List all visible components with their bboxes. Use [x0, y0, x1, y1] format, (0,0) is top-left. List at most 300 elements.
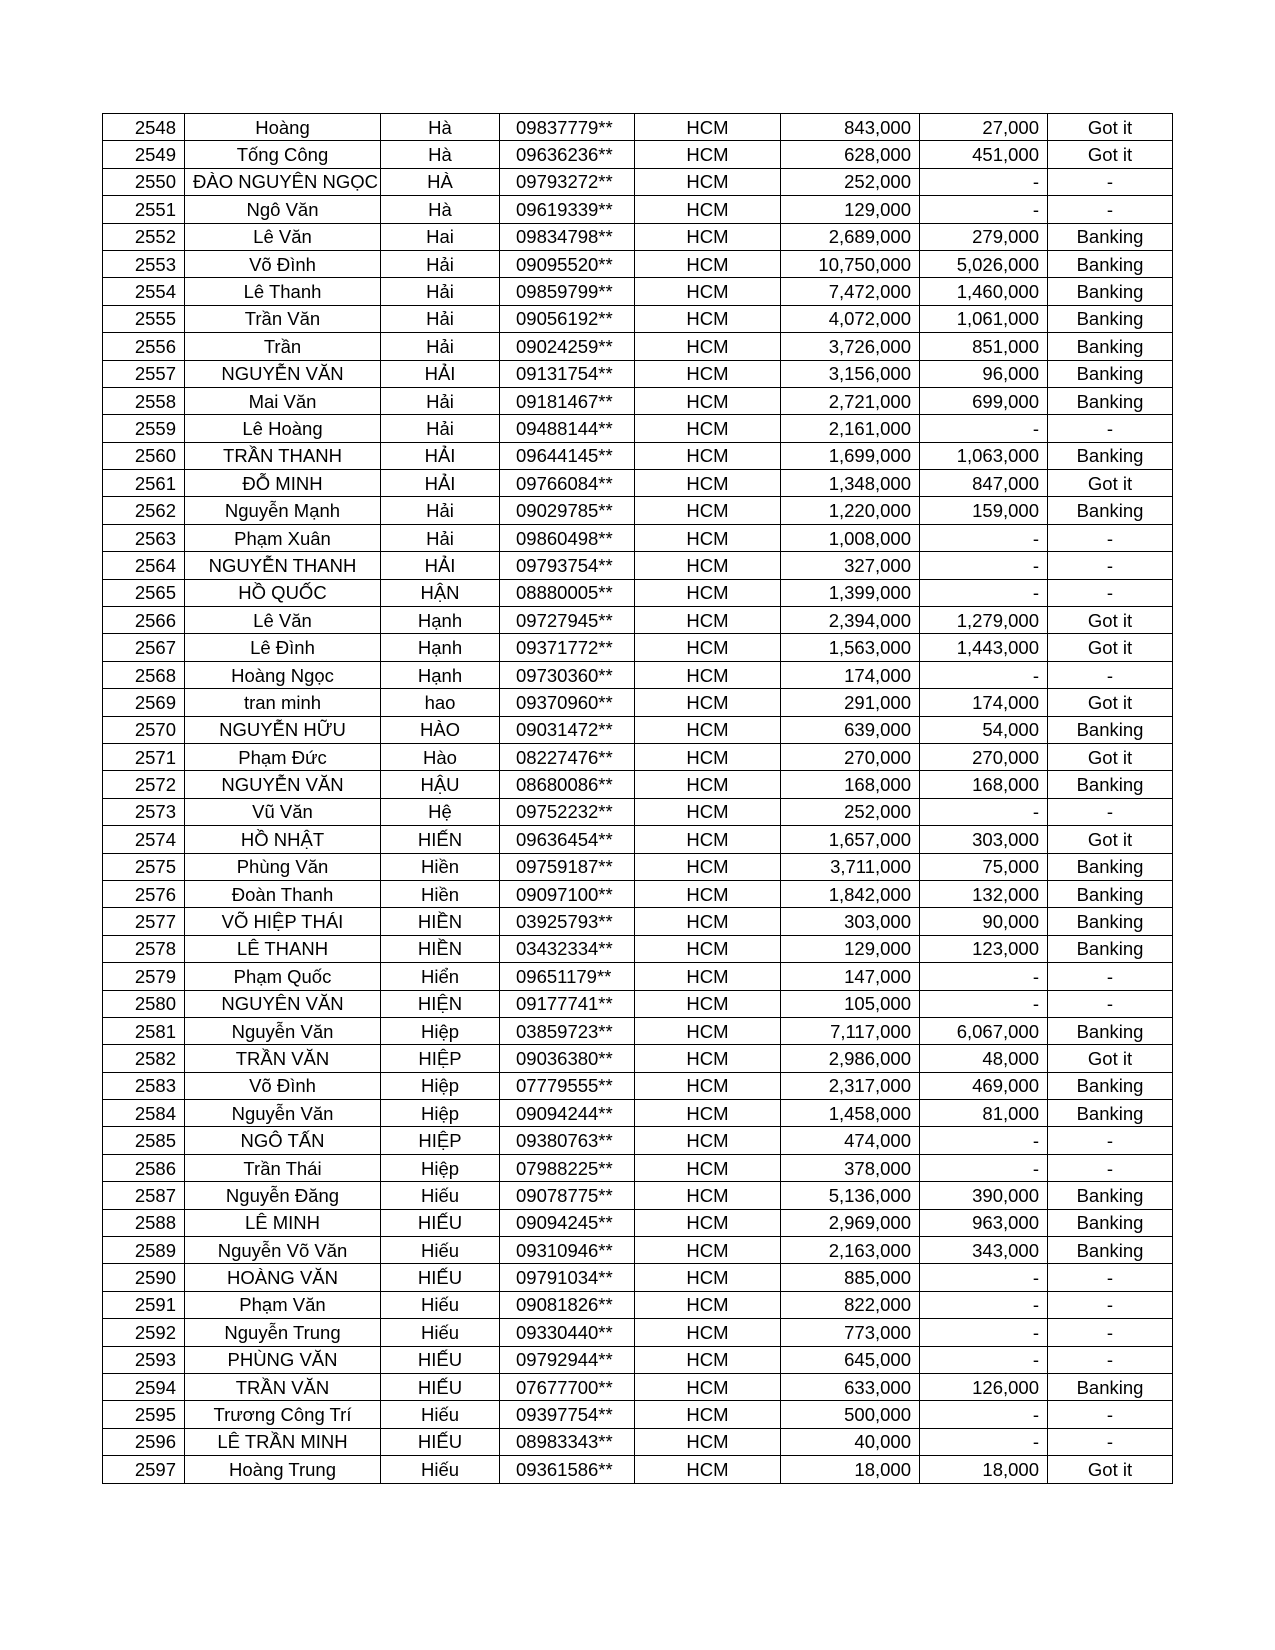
amount-cell: 7,472,000 — [781, 278, 920, 305]
payment-status-cell: Banking — [1048, 853, 1173, 880]
row-number-cell: 2569 — [103, 689, 185, 716]
paid-amount-cell: 1,279,000 — [920, 607, 1048, 634]
first-name-cell: HẢI — [381, 552, 500, 579]
first-name-cell: Hiền — [381, 853, 500, 880]
amount-cell: 2,394,000 — [781, 607, 920, 634]
amount-cell: 1,399,000 — [781, 579, 920, 606]
row-number-cell: 2576 — [103, 880, 185, 907]
last-name-cell: Phạm Đức — [185, 743, 381, 770]
region-cell: HCM — [635, 250, 781, 277]
paid-amount-cell: - — [920, 1428, 1048, 1455]
row-number-cell: 2578 — [103, 935, 185, 962]
row-number-cell: 2560 — [103, 442, 185, 469]
region-cell: HCM — [635, 579, 781, 606]
last-name-cell: Đoàn Thanh — [185, 880, 381, 907]
phone-cell: 09081826** — [500, 1291, 635, 1318]
table-row — [103, 1264, 1173, 1291]
table-row — [103, 1428, 1173, 1455]
row-number-cell: 2591 — [103, 1291, 185, 1318]
row-number-cell: 2573 — [103, 798, 185, 825]
payment-status-cell: - — [1048, 168, 1173, 195]
paid-amount-cell: 159,000 — [920, 497, 1048, 524]
phone-cell: 09766084** — [500, 470, 635, 497]
first-name-cell: Hiền — [381, 880, 500, 907]
phone-cell: 09730360** — [500, 661, 635, 688]
last-name-cell: Nguyễn Võ Văn — [185, 1237, 381, 1264]
table-row — [103, 826, 1173, 853]
amount-cell: 252,000 — [781, 798, 920, 825]
row-number-cell: 2551 — [103, 196, 185, 223]
table-row — [103, 908, 1173, 935]
paid-amount-cell: - — [920, 1291, 1048, 1318]
payment-status-cell: - — [1048, 552, 1173, 579]
first-name-cell: Hiếu — [381, 1319, 500, 1346]
phone-cell: 09860498** — [500, 524, 635, 551]
payment-status-cell: - — [1048, 196, 1173, 223]
phone-cell: 09752232** — [500, 798, 635, 825]
payment-status-cell: - — [1048, 1401, 1173, 1428]
paid-amount-cell: 96,000 — [920, 360, 1048, 387]
table-row — [103, 1127, 1173, 1154]
last-name-cell: Trần Thái — [185, 1154, 381, 1181]
phone-cell: 09636236** — [500, 141, 635, 168]
last-name-cell: Lê Văn — [185, 223, 381, 250]
first-name-cell: Hải — [381, 278, 500, 305]
payment-status-cell: Banking — [1048, 1209, 1173, 1236]
payment-status-cell: Banking — [1048, 771, 1173, 798]
last-name-cell: Phùng Văn — [185, 853, 381, 880]
first-name-cell: HIỆP — [381, 1045, 500, 1072]
payment-status-cell: Banking — [1048, 442, 1173, 469]
row-number-cell: 2574 — [103, 826, 185, 853]
paid-amount-cell: - — [920, 415, 1048, 442]
first-name-cell: HÀ — [381, 168, 500, 195]
region-cell: HCM — [635, 278, 781, 305]
paid-amount-cell: 123,000 — [920, 935, 1048, 962]
table-row — [103, 771, 1173, 798]
amount-cell: 628,000 — [781, 141, 920, 168]
first-name-cell: HẬU — [381, 771, 500, 798]
amount-cell: 291,000 — [781, 689, 920, 716]
first-name-cell: HIẾN — [381, 826, 500, 853]
last-name-cell: Phạm Quốc — [185, 963, 381, 990]
paid-amount-cell: - — [920, 661, 1048, 688]
last-name-cell: LÊ THANH — [185, 935, 381, 962]
region-cell: HCM — [635, 661, 781, 688]
phone-cell: 09371772** — [500, 634, 635, 661]
last-name-cell: VÕ HIỆP THÁI — [185, 908, 381, 935]
row-number-cell: 2557 — [103, 360, 185, 387]
last-name-cell: Hoàng Ngọc — [185, 661, 381, 688]
phone-cell: 09859799** — [500, 278, 635, 305]
last-name-cell: Võ Đình — [185, 1072, 381, 1099]
first-name-cell: HIẾU — [381, 1373, 500, 1400]
paid-amount-cell: 270,000 — [920, 743, 1048, 770]
first-name-cell: Hiếu — [381, 1456, 500, 1483]
paid-amount-cell: - — [920, 552, 1048, 579]
phone-cell: 09651179** — [500, 963, 635, 990]
first-name-cell: Hải — [381, 333, 500, 360]
payment-status-cell: Banking — [1048, 223, 1173, 250]
table-row — [103, 634, 1173, 661]
last-name-cell: HỒ QUỐC — [185, 579, 381, 606]
paid-amount-cell: - — [920, 990, 1048, 1017]
amount-cell: 2,986,000 — [781, 1045, 920, 1072]
region-cell: HCM — [635, 1045, 781, 1072]
amount-cell: 500,000 — [781, 1401, 920, 1428]
row-number-cell: 2558 — [103, 387, 185, 414]
paid-amount-cell: - — [920, 1264, 1048, 1291]
paid-amount-cell: 1,443,000 — [920, 634, 1048, 661]
region-cell: HCM — [635, 798, 781, 825]
paid-amount-cell: 126,000 — [920, 1373, 1048, 1400]
table-body — [103, 114, 1173, 1484]
payment-status-cell: Banking — [1048, 305, 1173, 332]
row-number-cell: 2567 — [103, 634, 185, 661]
amount-cell: 147,000 — [781, 963, 920, 990]
amount-cell: 822,000 — [781, 1291, 920, 1318]
phone-cell: 09793272** — [500, 168, 635, 195]
payment-status-cell: - — [1048, 1127, 1173, 1154]
first-name-cell: HIỀN — [381, 908, 500, 935]
region-cell: HCM — [635, 1401, 781, 1428]
last-name-cell: LÊ MINH — [185, 1209, 381, 1236]
first-name-cell: Hiếu — [381, 1401, 500, 1428]
first-name-cell: Hiếu — [381, 1237, 500, 1264]
table-row — [103, 1209, 1173, 1236]
region-cell: HCM — [635, 223, 781, 250]
region-cell: HCM — [635, 634, 781, 661]
last-name-cell: NGUYỄN VĂN — [185, 360, 381, 387]
table-row — [103, 360, 1173, 387]
amount-cell: 1,008,000 — [781, 524, 920, 551]
first-name-cell: Hải — [381, 305, 500, 332]
region-cell: HCM — [635, 497, 781, 524]
table-row — [103, 278, 1173, 305]
first-name-cell: Hải — [381, 415, 500, 442]
phone-cell: 09644145** — [500, 442, 635, 469]
last-name-cell: Phạm Văn — [185, 1291, 381, 1318]
row-number-cell: 2593 — [103, 1346, 185, 1373]
table-row — [103, 141, 1173, 168]
paid-amount-cell: 48,000 — [920, 1045, 1048, 1072]
first-name-cell: Hạnh — [381, 661, 500, 688]
payment-status-cell: Banking — [1048, 250, 1173, 277]
table-row — [103, 470, 1173, 497]
table-row — [103, 250, 1173, 277]
phone-cell: 09094245** — [500, 1209, 635, 1236]
amount-cell: 2,317,000 — [781, 1072, 920, 1099]
last-name-cell: Trần Văn — [185, 305, 381, 332]
table-row — [103, 1373, 1173, 1400]
first-name-cell: HIẾU — [381, 1264, 500, 1291]
row-number-cell: 2584 — [103, 1100, 185, 1127]
last-name-cell: Vũ Văn — [185, 798, 381, 825]
table-row — [103, 223, 1173, 250]
row-number-cell: 2555 — [103, 305, 185, 332]
last-name-cell: TRẦN VĂN — [185, 1373, 381, 1400]
last-name-cell: Ngô Văn — [185, 196, 381, 223]
first-name-cell: HẢI — [381, 470, 500, 497]
last-name-cell: Trương Công Trí — [185, 1401, 381, 1428]
payment-status-cell: Banking — [1048, 908, 1173, 935]
phone-cell: 03432334** — [500, 935, 635, 962]
row-number-cell: 2582 — [103, 1045, 185, 1072]
paid-amount-cell: 132,000 — [920, 880, 1048, 907]
row-number-cell: 2566 — [103, 607, 185, 634]
amount-cell: 4,072,000 — [781, 305, 920, 332]
region-cell: HCM — [635, 689, 781, 716]
last-name-cell: HỒ NHẬT — [185, 826, 381, 853]
payment-status-cell: - — [1048, 990, 1173, 1017]
amount-cell: 5,136,000 — [781, 1182, 920, 1209]
table-row — [103, 196, 1173, 223]
amount-cell: 168,000 — [781, 771, 920, 798]
payment-status-cell: - — [1048, 1264, 1173, 1291]
row-number-cell: 2568 — [103, 661, 185, 688]
region-cell: HCM — [635, 1127, 781, 1154]
first-name-cell: Hệ — [381, 798, 500, 825]
phone-cell: 09397754** — [500, 1401, 635, 1428]
paid-amount-cell: - — [920, 1401, 1048, 1428]
region-cell: HCM — [635, 716, 781, 743]
region-cell: HCM — [635, 935, 781, 962]
row-number-cell: 2552 — [103, 223, 185, 250]
row-number-cell: 2563 — [103, 524, 185, 551]
row-number-cell: 2550 — [103, 168, 185, 195]
paid-amount-cell: 5,026,000 — [920, 250, 1048, 277]
first-name-cell: Hạnh — [381, 634, 500, 661]
last-name-cell: Võ Đình — [185, 250, 381, 277]
first-name-cell: hao — [381, 689, 500, 716]
first-name-cell: HIỆP — [381, 1127, 500, 1154]
table-row — [103, 1456, 1173, 1483]
last-name-cell: Tống Công — [185, 141, 381, 168]
row-number-cell: 2587 — [103, 1182, 185, 1209]
row-number-cell: 2581 — [103, 1017, 185, 1044]
amount-cell: 1,842,000 — [781, 880, 920, 907]
amount-cell: 1,220,000 — [781, 497, 920, 524]
amount-cell: 1,458,000 — [781, 1100, 920, 1127]
payment-status-cell: Banking — [1048, 716, 1173, 743]
amount-cell: 645,000 — [781, 1346, 920, 1373]
region-cell: HCM — [635, 1456, 781, 1483]
row-number-cell: 2559 — [103, 415, 185, 442]
last-name-cell: ĐÀO NGUYÊN NGỌC — [185, 168, 381, 195]
phone-cell: 09619339** — [500, 196, 635, 223]
payment-status-cell: Got it — [1048, 141, 1173, 168]
region-cell: HCM — [635, 1373, 781, 1400]
paid-amount-cell: 81,000 — [920, 1100, 1048, 1127]
payment-status-cell: - — [1048, 1291, 1173, 1318]
phone-cell: 09791034** — [500, 1264, 635, 1291]
phone-cell: 09094244** — [500, 1100, 635, 1127]
payment-status-cell: - — [1048, 1346, 1173, 1373]
table-row — [103, 1072, 1173, 1099]
phone-cell: 08680086** — [500, 771, 635, 798]
amount-cell: 303,000 — [781, 908, 920, 935]
table-row — [103, 798, 1173, 825]
payment-status-cell: Got it — [1048, 607, 1173, 634]
paid-amount-cell: - — [920, 1154, 1048, 1181]
table-row — [103, 1182, 1173, 1209]
paid-amount-cell: 699,000 — [920, 387, 1048, 414]
table-row — [103, 689, 1173, 716]
row-number-cell: 2594 — [103, 1373, 185, 1400]
payment-status-cell: Got it — [1048, 470, 1173, 497]
first-name-cell: Hiệp — [381, 1154, 500, 1181]
payment-status-cell: - — [1048, 415, 1173, 442]
payment-status-cell: - — [1048, 798, 1173, 825]
amount-cell: 3,156,000 — [781, 360, 920, 387]
paid-amount-cell: 75,000 — [920, 853, 1048, 880]
last-name-cell: Lê Thanh — [185, 278, 381, 305]
last-name-cell: TRẦN VĂN — [185, 1045, 381, 1072]
first-name-cell: Hải — [381, 387, 500, 414]
region-cell: HCM — [635, 470, 781, 497]
first-name-cell: Hải — [381, 250, 500, 277]
region-cell: HCM — [635, 826, 781, 853]
last-name-cell: NGUYÊN VĂN — [185, 990, 381, 1017]
phone-cell: 08227476** — [500, 743, 635, 770]
first-name-cell: Hiệp — [381, 1100, 500, 1127]
payment-status-cell: - — [1048, 661, 1173, 688]
region-cell: HCM — [635, 387, 781, 414]
paid-amount-cell: 303,000 — [920, 826, 1048, 853]
table-row — [103, 1319, 1173, 1346]
amount-cell: 639,000 — [781, 716, 920, 743]
row-number-cell: 2595 — [103, 1401, 185, 1428]
phone-cell: 09370960** — [500, 689, 635, 716]
table-row — [103, 333, 1173, 360]
amount-cell: 1,348,000 — [781, 470, 920, 497]
table-row — [103, 963, 1173, 990]
paid-amount-cell: - — [920, 1127, 1048, 1154]
phone-cell: 09029785** — [500, 497, 635, 524]
amount-cell: 1,657,000 — [781, 826, 920, 853]
last-name-cell: Hoàng Trung — [185, 1456, 381, 1483]
last-name-cell: Trần — [185, 333, 381, 360]
table-row — [103, 1291, 1173, 1318]
paid-amount-cell: - — [920, 196, 1048, 223]
amount-cell: 3,711,000 — [781, 853, 920, 880]
table-row — [103, 579, 1173, 606]
paid-amount-cell: 963,000 — [920, 1209, 1048, 1236]
payment-status-cell: Banking — [1048, 935, 1173, 962]
table-row — [103, 1017, 1173, 1044]
table-row — [103, 716, 1173, 743]
table-row — [103, 552, 1173, 579]
amount-cell: 2,721,000 — [781, 387, 920, 414]
paid-amount-cell: 1,460,000 — [920, 278, 1048, 305]
phone-cell: 09031472** — [500, 716, 635, 743]
table-row — [103, 1401, 1173, 1428]
phone-cell: 09837779** — [500, 114, 635, 141]
last-name-cell: Lê Văn — [185, 607, 381, 634]
region-cell: HCM — [635, 168, 781, 195]
region-cell: HCM — [635, 990, 781, 1017]
phone-cell: 09177741** — [500, 990, 635, 1017]
first-name-cell: Hào — [381, 743, 500, 770]
paid-amount-cell: - — [920, 1346, 1048, 1373]
last-name-cell: NGÔ TẤN — [185, 1127, 381, 1154]
row-number-cell: 2585 — [103, 1127, 185, 1154]
payment-status-cell: Banking — [1048, 1237, 1173, 1264]
last-name-cell: Phạm Xuân — [185, 524, 381, 551]
amount-cell: 885,000 — [781, 1264, 920, 1291]
payment-status-cell: Got it — [1048, 634, 1173, 661]
table-row — [103, 935, 1173, 962]
payment-status-cell: - — [1048, 963, 1173, 990]
table-row — [103, 387, 1173, 414]
amount-cell: 10,750,000 — [781, 250, 920, 277]
amount-cell: 129,000 — [781, 935, 920, 962]
phone-cell: 09488144** — [500, 415, 635, 442]
payment-status-cell: Banking — [1048, 880, 1173, 907]
payment-status-cell: Banking — [1048, 1373, 1173, 1400]
paid-amount-cell: 343,000 — [920, 1237, 1048, 1264]
region-cell: HCM — [635, 1319, 781, 1346]
payment-status-cell: Banking — [1048, 1072, 1173, 1099]
table-row — [103, 1100, 1173, 1127]
region-cell: HCM — [635, 1428, 781, 1455]
payment-status-cell: Banking — [1048, 360, 1173, 387]
first-name-cell: HẬN — [381, 579, 500, 606]
region-cell: HCM — [635, 1264, 781, 1291]
table-row — [103, 853, 1173, 880]
payment-status-cell: Banking — [1048, 1100, 1173, 1127]
amount-cell: 270,000 — [781, 743, 920, 770]
phone-cell: 09759187** — [500, 853, 635, 880]
phone-cell: 07677700** — [500, 1373, 635, 1400]
row-number-cell: 2588 — [103, 1209, 185, 1236]
amount-cell: 474,000 — [781, 1127, 920, 1154]
payment-status-cell: - — [1048, 579, 1173, 606]
amount-cell: 105,000 — [781, 990, 920, 1017]
last-name-cell: PHÙNG VĂN — [185, 1346, 381, 1373]
phone-cell: 09361586** — [500, 1456, 635, 1483]
region-cell: HCM — [635, 743, 781, 770]
amount-cell: 2,969,000 — [781, 1209, 920, 1236]
row-number-cell: 2596 — [103, 1428, 185, 1455]
region-cell: HCM — [635, 880, 781, 907]
payment-status-cell: Banking — [1048, 1182, 1173, 1209]
first-name-cell: Hạnh — [381, 607, 500, 634]
region-cell: HCM — [635, 1291, 781, 1318]
payment-status-cell: Banking — [1048, 278, 1173, 305]
region-cell: HCM — [635, 552, 781, 579]
table-row — [103, 1346, 1173, 1373]
amount-cell: 18,000 — [781, 1456, 920, 1483]
row-number-cell: 2583 — [103, 1072, 185, 1099]
first-name-cell: Hiếu — [381, 1182, 500, 1209]
region-cell: HCM — [635, 853, 781, 880]
amount-cell: 633,000 — [781, 1373, 920, 1400]
payment-status-cell: Banking — [1048, 333, 1173, 360]
paid-amount-cell: 1,061,000 — [920, 305, 1048, 332]
amount-cell: 2,161,000 — [781, 415, 920, 442]
row-number-cell: 2579 — [103, 963, 185, 990]
table-row — [103, 990, 1173, 1017]
last-name-cell: HOÀNG VĂN — [185, 1264, 381, 1291]
row-number-cell: 2562 — [103, 497, 185, 524]
payment-status-cell: - — [1048, 1428, 1173, 1455]
first-name-cell: HẢI — [381, 442, 500, 469]
first-name-cell: HÀO — [381, 716, 500, 743]
amount-cell: 7,117,000 — [781, 1017, 920, 1044]
phone-cell: 09792944** — [500, 1346, 635, 1373]
region-cell: HCM — [635, 360, 781, 387]
